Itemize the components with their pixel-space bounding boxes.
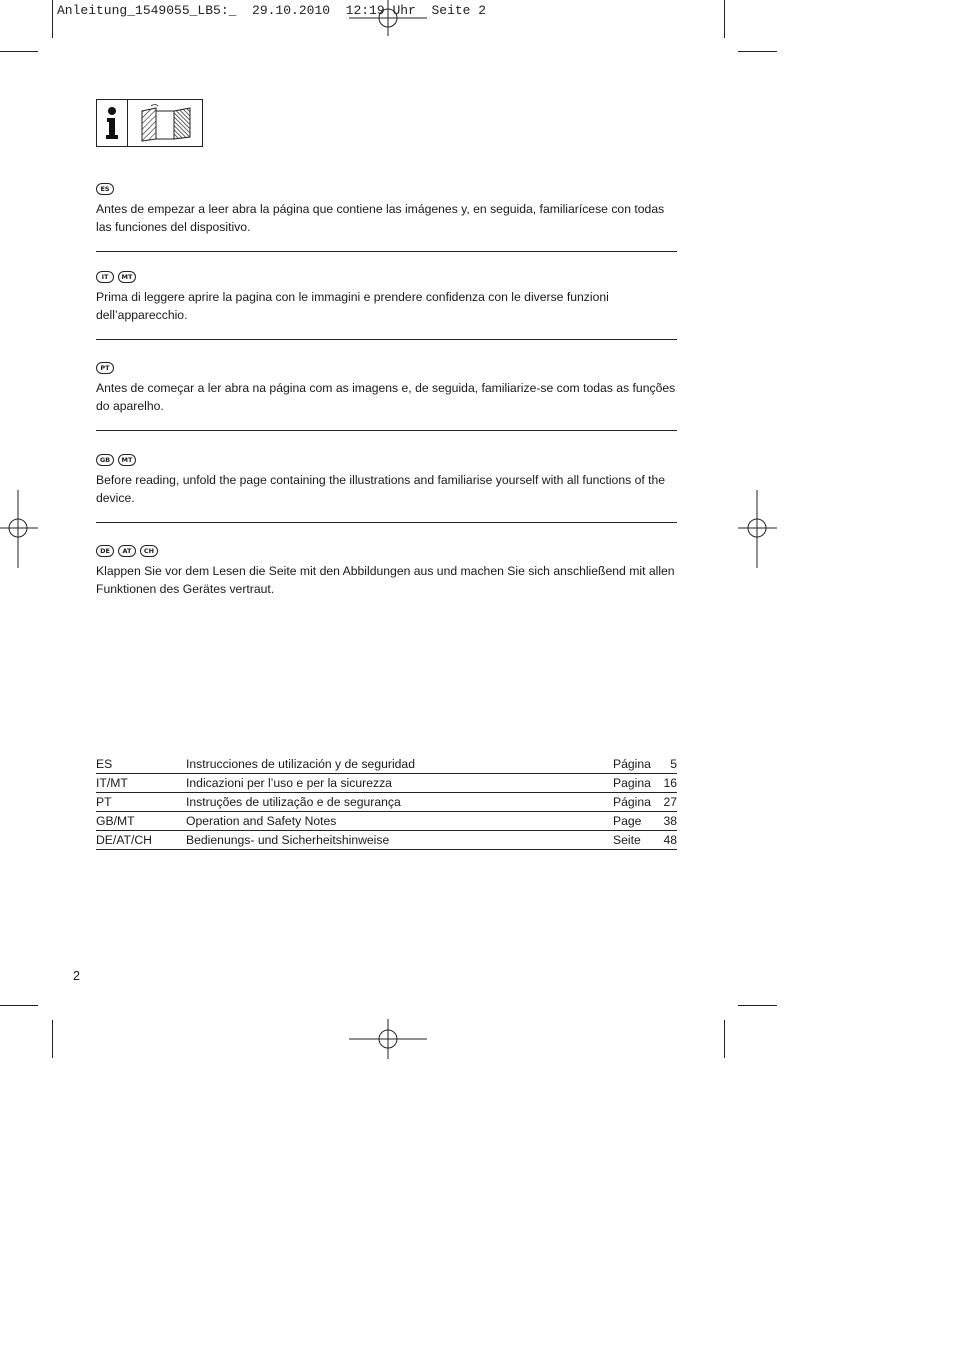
toc-page-number: 16 bbox=[663, 776, 677, 790]
divider bbox=[96, 251, 677, 252]
toc-page-label: Seite bbox=[613, 833, 641, 847]
crop-mark bbox=[0, 51, 38, 52]
language-codes bbox=[96, 545, 677, 557]
crop-mark bbox=[738, 1005, 777, 1006]
crop-mark bbox=[52, 1020, 53, 1058]
toc-row[interactable] bbox=[96, 774, 677, 793]
toc-row[interactable] bbox=[96, 812, 677, 831]
registration-mark-icon bbox=[349, 0, 429, 36]
section-text: Before reading, unfold the page containing the illustrations and familiarise yourself with all functions of the device. bbox=[96, 473, 666, 505]
divider bbox=[96, 522, 677, 523]
crop-mark bbox=[52, 0, 53, 38]
crop-mark bbox=[0, 1005, 38, 1006]
toc-page-number: 38 bbox=[663, 814, 677, 828]
section-text: Antes de empezar a leer abra la página que contiene las imágenes y, en seguida, familiarícese con todas las funciones del dispositivo. bbox=[96, 202, 665, 234]
divider bbox=[96, 430, 677, 431]
toc-title: Instrucciones de utilización y de seguridad bbox=[186, 757, 415, 771]
table-of-contents bbox=[96, 755, 677, 850]
fold-out-page-icon bbox=[128, 100, 202, 146]
toc-code: PT bbox=[96, 795, 112, 809]
toc-title: Operation and Safety Notes bbox=[186, 814, 337, 828]
language-badge: AT bbox=[118, 545, 136, 557]
registration-mark-icon bbox=[0, 490, 40, 568]
section-pt bbox=[96, 362, 677, 415]
language-codes bbox=[96, 183, 677, 195]
registration-mark-icon bbox=[737, 490, 779, 568]
language-codes bbox=[96, 271, 677, 283]
language-badge: DE bbox=[96, 545, 114, 557]
toc-row[interactable] bbox=[96, 831, 677, 850]
toc-page-number: 5 bbox=[670, 757, 677, 771]
toc-row[interactable] bbox=[96, 793, 677, 812]
section-text: Prima di leggere aprire la pagina con le immagini e prendere confidenza con le diverse funzioni dell’apparecchio. bbox=[96, 290, 609, 322]
toc-title: Bedienungs- und Sicherheitshinweise bbox=[186, 833, 390, 847]
language-codes bbox=[96, 362, 677, 374]
info-icon bbox=[97, 100, 128, 146]
registration-mark-icon bbox=[349, 1019, 429, 1059]
language-badge: MT bbox=[118, 271, 136, 283]
language-badge: ES bbox=[96, 183, 114, 195]
toc-page-label: Pagina bbox=[613, 776, 651, 790]
language-badge: MT bbox=[118, 454, 136, 466]
section-gb-mt bbox=[96, 454, 677, 507]
info-box bbox=[96, 99, 203, 147]
crop-mark bbox=[724, 0, 725, 38]
section-es bbox=[96, 183, 677, 236]
toc-page-number: 27 bbox=[663, 795, 677, 809]
toc-page-label: Página bbox=[613, 795, 651, 809]
crop-mark bbox=[738, 51, 777, 52]
toc-code: ES bbox=[96, 757, 113, 771]
toc-title: Instruções de utilização e de segurança bbox=[186, 795, 401, 809]
toc-title: Indicazioni per l’uso e per la sicurezza bbox=[186, 776, 392, 790]
toc-row[interactable] bbox=[96, 755, 677, 774]
print-slug: Anleitung_1549055_LB5:_ 29.10.2010 12:19 Uhr Seite 2 bbox=[57, 3, 487, 18]
toc-page-number: 48 bbox=[663, 833, 677, 847]
toc-page-label: Página bbox=[613, 757, 651, 771]
section-de-at-ch bbox=[96, 545, 677, 598]
section-it-mt bbox=[96, 271, 677, 324]
crop-mark bbox=[724, 1020, 725, 1058]
language-badge: GB bbox=[96, 454, 114, 466]
divider bbox=[96, 339, 677, 340]
toc-code: GB/MT bbox=[96, 814, 135, 828]
page-number: 2 bbox=[73, 969, 80, 983]
language-codes bbox=[96, 454, 677, 466]
toc-code: IT/MT bbox=[96, 776, 128, 790]
language-badge: IT bbox=[96, 271, 114, 283]
language-badge: CH bbox=[140, 545, 158, 557]
language-badge: PT bbox=[96, 362, 114, 374]
section-text: Antes de começar a ler abra na página com as imagens e, de seguida, familiarize-se com todas as funções do aparelho. bbox=[96, 381, 676, 413]
section-text: Klappen Sie vor dem Lesen die Seite mit den Abbildungen aus und machen Sie sich anschließend mit allen Funktionen des Gerätes vertraut. bbox=[96, 564, 675, 596]
toc-code: DE/AT/CH bbox=[96, 833, 152, 847]
toc-page-label: Page bbox=[613, 814, 642, 828]
